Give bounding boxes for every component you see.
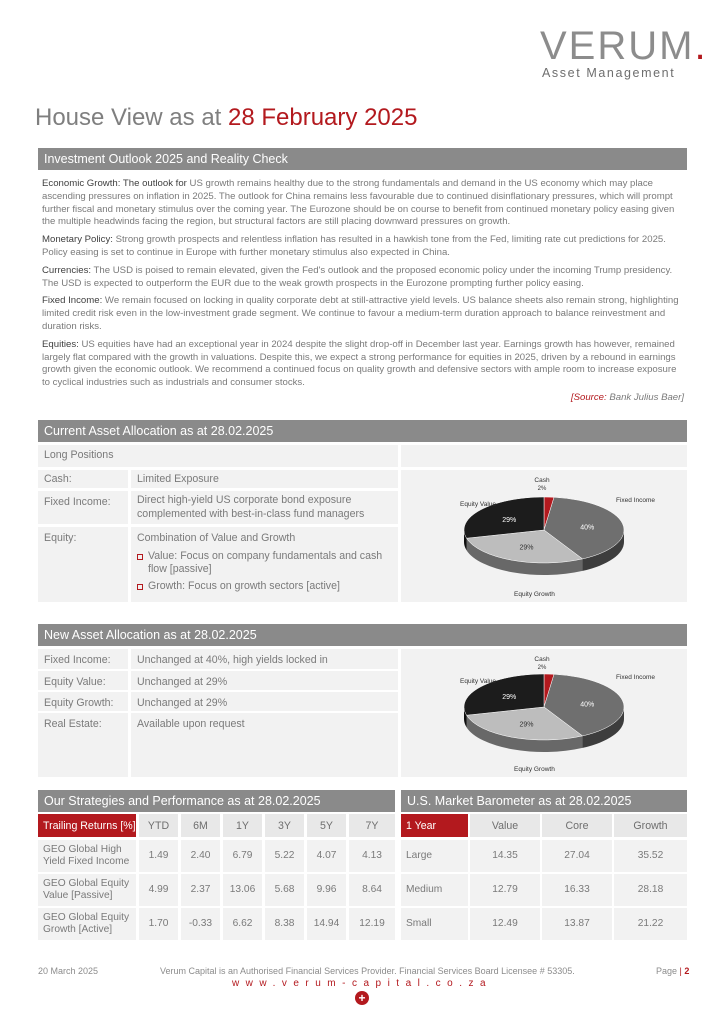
column-header: YTD	[139, 814, 178, 837]
column-header: 3Y	[265, 814, 304, 837]
pie-category-label: Equity Growth	[514, 766, 555, 773]
table-cell: 5.68	[265, 874, 304, 906]
cap-size-label: Large	[401, 840, 468, 872]
equity-value	[131, 527, 398, 602]
long-positions-label: Long Positions	[38, 445, 398, 467]
new-fixed-income-value: Unchanged at 40%, high yields locked in	[131, 649, 398, 669]
new-alloc-heading: New Asset Allocation as at 28.02.2025	[38, 624, 687, 646]
strategy-name: GEO Global Equity Growth [Active]	[38, 908, 136, 940]
column-header: 7Y	[349, 814, 395, 837]
long-positions-blank	[401, 445, 687, 467]
equity-value-text: Combination of Value and Growth	[137, 532, 296, 544]
table-cell: 8.38	[265, 908, 304, 940]
barometer-heading: U.S. Market Barometer as at 28.02.2025	[401, 790, 687, 812]
cap-size-label: Medium	[401, 874, 468, 906]
table-cell: 6.79	[223, 840, 262, 872]
pie-category-label: Equity Value	[460, 678, 497, 685]
column-header: Core	[542, 814, 612, 837]
pie-category-label: Fixed Income	[616, 497, 656, 504]
table-cell: -0.33	[181, 908, 220, 940]
pie-value-label: 29%	[502, 516, 517, 524]
period-header: 1 Year	[401, 814, 468, 837]
logo-dot: .	[694, 24, 708, 68]
table-cell: 12.19	[349, 908, 395, 940]
pie-value-label: 29%	[519, 544, 534, 552]
new-real-estate-label: Real Estate:	[38, 713, 128, 777]
table-cell: 4.07	[307, 840, 346, 872]
outlook-body	[42, 178, 684, 410]
column-header: 6M	[181, 814, 220, 837]
equity-label: Equity:	[38, 527, 128, 602]
equity-bullet: Growth: Focus on growth sectors [active]	[137, 580, 392, 594]
fixed-income-value: Direct high-yield US corporate bond exposure complemented with best-in-class fund managers	[131, 491, 398, 524]
pie-category-label: Equity Growth	[514, 591, 555, 598]
current-alloc-heading: Current Asset Allocation as at 28.02.2025	[38, 420, 687, 442]
table-cell: 1.70	[139, 908, 178, 940]
footer-date: 20 March 2025	[38, 966, 99, 976]
table-cell: 16.33	[542, 874, 612, 906]
cap-size-label: Small	[401, 908, 468, 940]
website-link[interactable]: www.verum-capital.co.za	[231, 978, 493, 989]
table-cell: 12.79	[470, 874, 540, 906]
table-cell: 21.22	[614, 908, 687, 940]
table-cell: 4.13	[349, 840, 395, 872]
bullet-square-icon	[137, 584, 143, 590]
column-header: Growth	[614, 814, 687, 837]
strategy-name: GEO Global High Yield Fixed Income	[38, 840, 136, 872]
new-real-estate-value: Available upon request	[131, 713, 398, 777]
outlook-paragraph: Equities: US equities have had an exceptional year in 2024 despite the slight drop-off in December last year. Earnings growth has however, remained largely flat compared with the growth in valuations. Despite this, we expect a strong performance for equities in 2025, driven by a rebound in earnings growth given the economic outlook. We recommend a continued focus on quality growth and defensive sectors with ample room to increase exposure to cyclical industries such as industrials and consumer stocks.	[42, 338, 677, 389]
plus-icon: +	[355, 991, 369, 1005]
title-date: 28 February 2025	[228, 104, 418, 131]
pie-value-label: 40%	[580, 524, 595, 532]
new-allocation-chart	[401, 649, 687, 777]
table-cell: 28.18	[614, 874, 687, 906]
table-cell: 14.35	[470, 840, 540, 872]
new-equity-growth-value: Unchanged at 29%	[131, 692, 398, 711]
source-note: [Source: Bank Julius Baer]	[570, 391, 684, 403]
footer-page: Page | 2	[656, 966, 690, 976]
table-cell: 8.64	[349, 874, 395, 906]
logo-subtitle: Asset Management	[542, 66, 676, 80]
table-cell: 6.62	[223, 908, 262, 940]
pie-category-label: Fixed Income	[616, 674, 656, 681]
pie-value-label: 2%	[537, 486, 547, 492]
pie-chart-svg	[401, 649, 687, 777]
table-cell: 1.49	[139, 840, 178, 872]
table-cell: 12.49	[470, 908, 540, 940]
pie-chart-svg	[401, 470, 687, 602]
page-title: House View as at 28 February 2025	[35, 104, 418, 131]
pie-category-label: Cash	[534, 656, 550, 663]
new-equity-value-label: Equity Value:	[38, 671, 128, 690]
table-cell: 9.96	[307, 874, 346, 906]
column-header: 1Y	[223, 814, 262, 837]
bullet-square-icon	[137, 554, 143, 560]
column-header: 5Y	[307, 814, 346, 837]
pie-category-label: Cash	[534, 477, 550, 484]
strategy-name: GEO Global Equity Value [Passive]	[38, 874, 136, 906]
logo-brand: VERUM.	[540, 24, 708, 68]
pie-value-label: 29%	[502, 693, 517, 701]
equity-bullet: Value: Focus on company fundamentals and cash flow [passive]	[137, 550, 392, 577]
new-equity-value-value: Unchanged at 29%	[131, 671, 398, 690]
table-cell: 2.40	[181, 840, 220, 872]
table-cell: 13.06	[223, 874, 262, 906]
pie-value-label: 29%	[519, 721, 534, 729]
verum-logo	[540, 24, 708, 82]
footer-notice: Verum Capital is an Authorised Financial Services Provider. Financial Services Board Licensee # 53305.	[160, 966, 575, 976]
outlook-heading: Investment Outlook 2025 and Reality Check	[38, 148, 687, 170]
new-equity-growth-label: Equity Growth:	[38, 692, 128, 711]
trailing-returns-header: Trailing Returns [%]	[38, 814, 136, 837]
table-cell: 2.37	[181, 874, 220, 906]
cash-value: Limited Exposure	[131, 470, 398, 488]
strategies-heading: Our Strategies and Performance as at 28.02.2025	[38, 790, 395, 812]
table-cell: 14.94	[307, 908, 346, 940]
column-header: Value	[470, 814, 540, 837]
table-cell: 27.04	[542, 840, 612, 872]
pie-value-label: 2%	[537, 665, 547, 671]
current-allocation-chart	[401, 470, 687, 602]
table-cell: 13.87	[542, 908, 612, 940]
outlook-paragraph: Monetary Policy: Strong growth prospects and relentless inflation has resulted in a hawkish tone from the Fed, limiting rate cut predictions for 2025. Policy easing is set to continue in Europe with further monetary stimulus also expected in China.	[42, 234, 666, 258]
outlook-paragraph: Fixed Income: We remain focused on locking in quality corporate debt at still-attractive yield levels. US balance sheets also remain strong, highlighting limited credit risk even in the low-investment grade segment. We continue to favour a medium-term duration approach to balance reinvestment and duration risks.	[42, 295, 679, 332]
fixed-income-label: Fixed Income:	[38, 491, 128, 524]
table-cell: 4.99	[139, 874, 178, 906]
pie-value-label: 40%	[580, 701, 595, 709]
pie-category-label: Equity Value	[460, 501, 497, 508]
outlook-paragraph: Currencies: The USD is poised to remain elevated, given the Fed's outlook and the proposed economic policy under the incoming Trump presidency. The USD is expected to outperform the EUR due to the weak growth prospects in the Eurozone prompting further policy easing.	[42, 264, 673, 289]
table-cell: 5.22	[265, 840, 304, 872]
new-fixed-income-label: Fixed Income:	[38, 649, 128, 669]
cash-label: Cash:	[38, 470, 128, 488]
table-cell: 35.52	[614, 840, 687, 872]
outlook-paragraph: Economic Growth: The outlook for US growth remains healthy due to the strong fundamentals and demand in the US economy which may place ascending pressures on inflation in 2025. The outlook for China remains less favourable due to continued disinflationary pressures, which will prompt further fiscal and monetary stimulus over the coming year. The Eurozone should be on course to benefit from continued monetary policy easing given the multiple headwinds facing the region, but structural factors are still placing downward pressures on growth.	[42, 178, 675, 228]
